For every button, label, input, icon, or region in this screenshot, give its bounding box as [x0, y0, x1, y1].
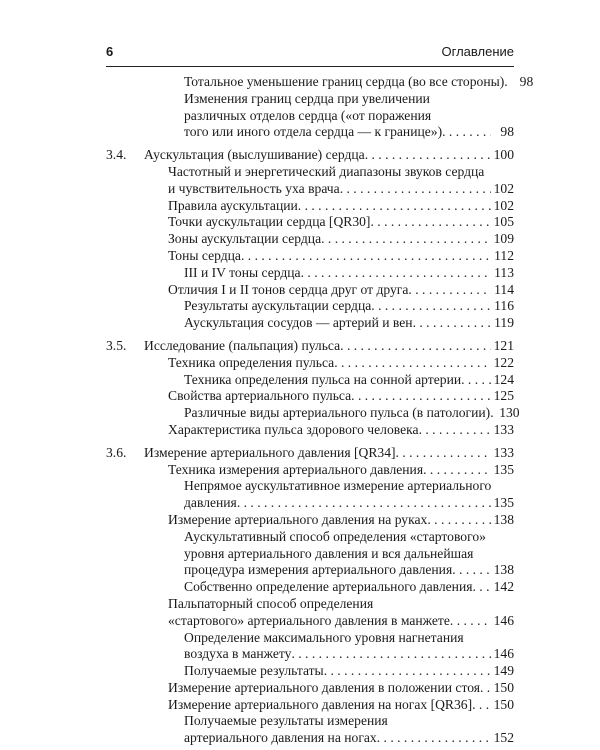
- section-number: 3.6.: [106, 444, 127, 460]
- leader-dots: [473, 579, 491, 596]
- page-ref: 150: [493, 679, 514, 695]
- entry-title-line: артериального давления на ногах: [184, 730, 377, 746]
- toc-entry[interactable]: [106, 164, 514, 198]
- toc-entry[interactable]: [106, 529, 514, 579]
- page-ref: 149: [493, 663, 514, 679]
- entry-title-line: Техника определения пульса: [168, 354, 335, 370]
- page-ref: 133: [493, 444, 514, 460]
- entry-title-line: Получаемые результаты: [184, 663, 324, 679]
- leader-dots: [419, 422, 491, 439]
- leader-dots: [450, 613, 491, 630]
- page-ref: 114: [494, 281, 514, 297]
- leader-dots: [461, 372, 490, 389]
- leader-dots: [301, 265, 491, 282]
- entry-title-line: Различные виды артериального пульса (в патологии): [184, 405, 491, 421]
- entry-title-line: Техника измерения артериального давления: [168, 461, 424, 477]
- toc-entry[interactable]: [106, 462, 514, 479]
- toc-entry[interactable]: [106, 697, 514, 714]
- page-ref: 102: [493, 180, 514, 196]
- leader-dots: [365, 147, 491, 164]
- leader-dots: [340, 338, 490, 355]
- toc-entry[interactable]: [106, 214, 514, 231]
- toc-entry[interactable]: [106, 74, 534, 91]
- leader-dots: [413, 315, 491, 332]
- entry-title-line: Результаты аускультации сердца: [184, 298, 372, 314]
- page-ref: 135: [493, 461, 514, 477]
- toc-entry[interactable]: [106, 372, 514, 389]
- table-of-contents: [106, 74, 534, 747]
- entry-title-line: Собственно определение артериального давления: [184, 579, 473, 595]
- entry-title-line: Получаемые результаты измерения: [184, 713, 388, 729]
- page-header: [106, 44, 514, 64]
- leader-dots: [291, 646, 490, 663]
- section-number: 3.4.: [106, 147, 127, 163]
- toc-entry[interactable]: [106, 713, 514, 747]
- leader-dots: [427, 512, 490, 529]
- leader-dots: [423, 462, 491, 479]
- page-ref: 133: [493, 421, 514, 437]
- leader-dots: [452, 562, 490, 579]
- page-ref: 102: [493, 197, 514, 213]
- toc-entry[interactable]: [106, 388, 514, 405]
- entry-title-line: Точки аускультации сердца [QR30]: [168, 214, 371, 230]
- page-ref: 116: [494, 298, 514, 314]
- toc-entry[interactable]: [106, 248, 514, 265]
- toc-entry[interactable]: [106, 512, 514, 529]
- page-ref: 98: [500, 124, 514, 140]
- toc-entry[interactable]: [106, 680, 514, 697]
- leader-dots: [370, 214, 490, 231]
- section-number: 3.5.: [106, 337, 127, 353]
- entry-title-line: Измерение артериального давления [QR34]: [144, 444, 396, 460]
- entry-title-line: Измерение артериального давления на руках: [168, 511, 428, 527]
- toc-entry[interactable]: [106, 596, 514, 630]
- page-ref: 122: [493, 354, 514, 370]
- page-ref: 138: [493, 562, 514, 578]
- entry-title-line: Аускультативный способ определения «стартового»: [184, 528, 486, 544]
- page-ref: 98: [519, 74, 534, 89]
- page-ref: 150: [493, 696, 514, 712]
- page-number: 6: [106, 44, 114, 59]
- toc-entry[interactable]: [106, 630, 514, 664]
- page-ref: 124: [493, 371, 514, 387]
- leader-dots: [396, 445, 491, 462]
- toc-entry[interactable]: [106, 147, 514, 164]
- toc-entry[interactable]: [106, 315, 514, 332]
- toc-entry[interactable]: [106, 355, 514, 372]
- leader-dots: [442, 124, 491, 141]
- entry-title-line: Тотальное уменьшение границ сердца (во все стороны): [184, 74, 505, 89]
- leader-dots: [334, 355, 490, 372]
- page-ref: 146: [493, 646, 514, 662]
- leader-dots: [480, 680, 491, 697]
- entry-title-line: Тоны сердца: [168, 247, 241, 263]
- leader-dots: [321, 231, 491, 248]
- leader-dots: [371, 298, 491, 315]
- toc-entry[interactable]: [106, 405, 520, 422]
- page-ref: 130: [499, 405, 520, 421]
- entry-title-line: Измерение артериального давления в положении стоя: [168, 679, 480, 695]
- toc-entry[interactable]: [106, 265, 514, 282]
- leader-dots: [377, 730, 491, 747]
- leader-dots: [351, 388, 490, 405]
- entry-title-line: Измерение артериального давления на ногах [QR36]: [168, 696, 473, 712]
- entry-title-line: Изменения границ сердца при увеличении: [184, 90, 430, 106]
- toc-entry[interactable]: [106, 663, 514, 680]
- entry-title-line: Отличия I и II тонов сердца друг от друга: [168, 281, 409, 297]
- page-ref: 105: [493, 214, 514, 230]
- entry-title-line: воздуха в манжету: [184, 646, 292, 662]
- leader-dots: [340, 181, 491, 198]
- entry-title-line: III и IV тоны сердца: [184, 264, 301, 280]
- page-ref: 125: [493, 388, 514, 404]
- entry-title-line: того или иного отдела сердца — к границе»): [184, 124, 443, 140]
- entry-title-line: Зоны аускультации сердца: [168, 231, 322, 247]
- entry-title-line: Исследование (пальпация) пульса: [144, 337, 341, 353]
- toc-entry[interactable]: [106, 478, 514, 512]
- page-ref: 113: [494, 264, 514, 280]
- entry-title-line: и чувствительность уха врача: [168, 180, 340, 196]
- entry-title-line: давления: [184, 495, 237, 511]
- leader-dots: [241, 248, 491, 265]
- running-title: Оглавление: [441, 44, 514, 59]
- toc-entry[interactable]: [106, 231, 514, 248]
- page-ref: 100: [493, 147, 514, 163]
- entry-title-line: Аускультация сосудов — артерий и вен: [184, 315, 413, 331]
- page-ref: 152: [493, 730, 514, 746]
- entry-title-line: Правила аускультации: [168, 197, 298, 213]
- toc-entry[interactable]: [106, 445, 514, 462]
- entry-title-line: Определение максимального уровня нагнетания: [184, 629, 464, 645]
- header-rule: [106, 66, 514, 67]
- entry-title-line: Характеристика пульса здорового человека: [168, 421, 419, 437]
- toc-entry[interactable]: [106, 579, 514, 596]
- leader-dots: [324, 663, 491, 680]
- entry-title-line: процедура измерения артериального давления: [184, 562, 453, 578]
- entry-title-line: Непрямое аускультативное измерение артериального: [184, 478, 492, 494]
- page-ref: 138: [493, 511, 514, 527]
- page-ref: 135: [493, 495, 514, 511]
- entry-title-line: Свойства артериального пульса: [168, 388, 352, 404]
- toc-entry[interactable]: [106, 282, 514, 299]
- entry-title-line: уровня артериального давления и вся дальнейшая: [184, 545, 474, 561]
- page-ref: 146: [493, 612, 514, 628]
- entry-title-line: Техника определения пульса на сонной артерии: [184, 371, 462, 387]
- page-ref: 119: [494, 315, 514, 331]
- leader-dots: [408, 282, 491, 299]
- entry-title-line: Частотный и энергетический диапазоны звуков сердца: [168, 163, 485, 179]
- page-ref: 112: [494, 247, 514, 263]
- page-ref: 142: [493, 579, 514, 595]
- toc-entry[interactable]: [106, 198, 514, 215]
- entry-title-line: Пальпаторный способ определения: [168, 595, 374, 611]
- leader-dots: [298, 198, 491, 215]
- entry-title-line: Аускультация (выслушивание) сердца: [144, 147, 365, 163]
- toc-entry[interactable]: [106, 298, 514, 315]
- page-ref: 121: [493, 337, 514, 353]
- entry-title-line: «стартового» артериального давления в манжете: [168, 612, 450, 628]
- page-ref: 109: [493, 231, 514, 247]
- toc-entry[interactable]: [106, 422, 514, 439]
- toc-entry[interactable]: [106, 338, 514, 355]
- entry-title-line: различных отделов сердца («от поражения: [184, 107, 432, 123]
- toc-entry[interactable]: [106, 91, 514, 141]
- leader-dots: [237, 495, 491, 512]
- leader-dots: [472, 697, 491, 714]
